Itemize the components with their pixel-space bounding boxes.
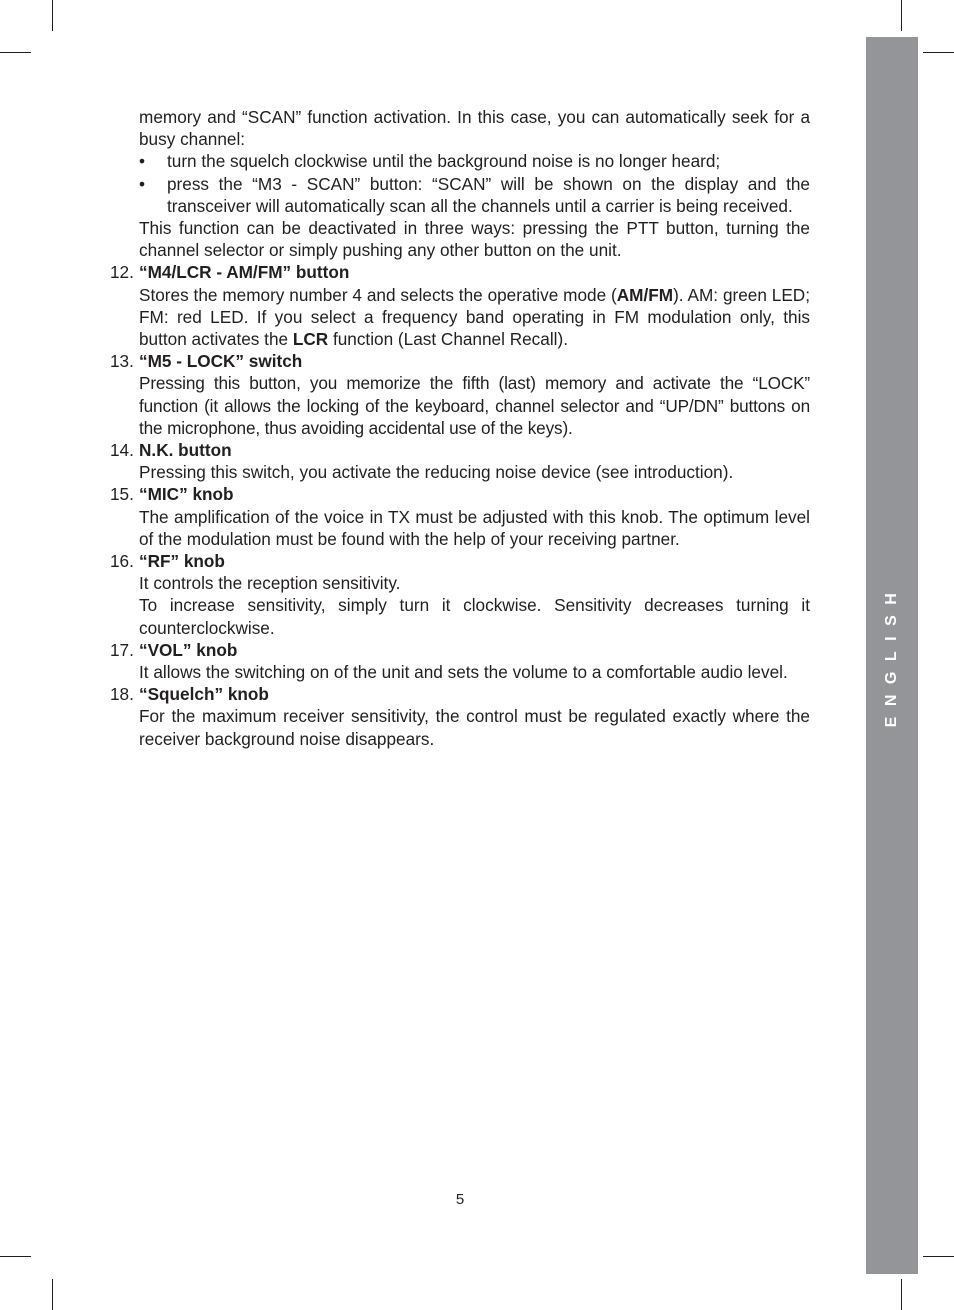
page-content: [110, 106, 810, 750]
item-title: “M4/LCR - AM/FM” button: [139, 262, 350, 283]
crop-mark: [901, 0, 902, 31]
item-number: 18.: [110, 684, 134, 705]
item-title: “RF” knob: [139, 551, 225, 572]
bullet-glyph: •: [139, 173, 146, 194]
control-item-17: [110, 639, 810, 683]
description-text: Stores the memory number 4 and selects the operative mode (: [139, 284, 617, 305]
item-description: Pressing this switch, you activate the reducing noise device (see introduction).: [139, 462, 734, 483]
item-description: [139, 284, 810, 351]
intro-closing: This function can be deactivated in three ways: pressing the PTT button, turning the channel selector or simply pushing any other button on the unit.: [139, 218, 810, 261]
item-title: N.K. button: [139, 440, 232, 461]
crop-mark: [52, 1279, 53, 1310]
crop-mark: [901, 1279, 902, 1310]
item-description: Pressing this button, you memorize the fifth (last) memory and activate the “LOCK” function (it allows the locking of the keyboard, channel selector and “UP/DN” buttons on the microphone, thus avoiding accidental use of the keys).: [139, 373, 810, 438]
control-item-18: [110, 683, 810, 750]
control-item-16: [110, 550, 810, 639]
crop-mark: [52, 0, 53, 31]
bullet-text: press the “M3 - SCAN” button: “SCAN” will be shown on the display and the transceiver will automatically scan all the channels until a carrier is being received.: [167, 173, 810, 216]
item-description: It allows the switching on of the unit and sets the volume to a comfortable audio level.: [139, 662, 788, 683]
description-bold: LCR: [292, 329, 329, 350]
item-title: “Squelch” knob: [139, 684, 269, 705]
item-title: “VOL” knob: [139, 639, 238, 660]
intro-paragraph: memory and “SCAN” function activation. In this case, you can automatically seek for a busy channel:: [139, 107, 810, 150]
control-item-14: [110, 439, 810, 483]
item-description: For the maximum receiver sensitivity, the control must be regulated exactly where the receiver background noise disappears.: [139, 706, 810, 749]
item-description: It controls the reception sensitivity.: [139, 573, 401, 594]
item-number: 16.: [110, 551, 134, 572]
control-item-12: [110, 261, 810, 350]
crop-mark: [0, 1256, 31, 1257]
page-number: 5: [455, 1191, 465, 1208]
control-item-15: [110, 483, 810, 550]
bullet-text: turn the squelch clockwise until the background noise is no longer heard;: [167, 151, 721, 172]
description-bold: AM/FM: [616, 284, 674, 305]
list-item: [110, 173, 810, 217]
item-description: The amplification of the voice in TX must be adjusted with this knob. The optimum level of the modulation must be found with the help of your receiving partner.: [139, 506, 810, 549]
language-label: ENGLISH: [883, 582, 900, 728]
bullet-glyph: •: [139, 151, 146, 172]
item-description: To increase sensitivity, simply turn it clockwise. Sensitivity decreases turning it counterclockwise.: [139, 595, 810, 638]
description-text: ). AM: green LED; FM: red LED. If you select a frequency band operating in FM modulation only, this button activates the: [139, 284, 810, 350]
crop-mark: [923, 52, 954, 53]
item-title: “MIC” knob: [139, 484, 234, 505]
crop-mark: [0, 52, 31, 53]
item-number: 15.: [110, 484, 134, 505]
item-number: 17.: [110, 639, 134, 660]
description-text: function (Last Channel Recall).: [328, 329, 568, 350]
item-number: 13.: [110, 351, 134, 372]
item-number: 12.: [110, 262, 134, 283]
crop-mark: [923, 1256, 954, 1257]
item-number: 14.: [110, 440, 134, 461]
item-title: “M5 - LOCK” switch: [139, 351, 303, 372]
control-item-13: [110, 350, 810, 439]
list-item: [110, 150, 810, 172]
